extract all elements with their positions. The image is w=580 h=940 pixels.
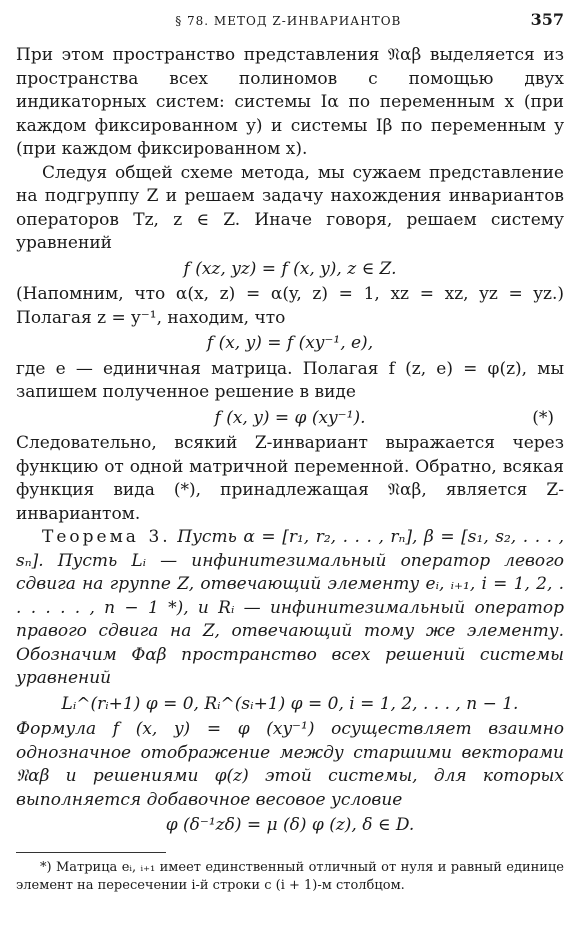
theorem-3: [16, 526, 564, 691]
running-header: [16, 10, 564, 44]
equation-3: f (x, y) = φ (xy⁻¹).: [214, 407, 366, 428]
equation-4: Lᵢ^(rᵢ+1) φ = 0, Rᵢ^(sᵢ+1) φ = 0, i = 1, 2, . . . , n − 1.: [61, 693, 519, 714]
paragraph-3: (Напомним, что α(x, z) = α(y, z) = 1, xz = xz, yz = yz.) Полагая z = y⁻¹, находим, что: [16, 284, 564, 328]
footnote: *) Матрица eᵢ, ᵢ₊₁ имеет единственный отличный от нуля и равный единице элемент на пересечении i-й строки с (i + 1)-м столбцом.: [16, 859, 564, 893]
equation-1: f (xz, yz) = f (x, y), z ∈ Z.: [183, 258, 397, 279]
page-number: 357: [530, 10, 564, 29]
equation-5: φ (δ⁻¹zδ) = μ (δ) φ (z), δ ∈ D.: [165, 815, 415, 835]
section-title: § 78. МЕТОД Z-ИНВАРИАНТОВ: [175, 14, 402, 28]
paragraph-6: Формула f (x, y) = φ (xy⁻¹) осуществляет взаимно однозначное отображение между старшими векторами 𝔑αβ и решениями φ(z) этой системы, для которых выполняется добавочное весовое условие: [16, 719, 564, 810]
paragraph-5: Следовательно, всякий Z-инвариант выражается через функцию от одной матричной переменной. Обратно, всякая функция вида (*), принадлежащая 𝔑αβ, является Z-инвариантом.: [16, 433, 564, 524]
theorem-text: Пусть α = [r₁, r₂, . . . , rₙ], β = [s₁, s₂, . . . , sₙ]. Пусть Lᵢ — инфинитезимальный оператор левого сдвига на группе Z, отвечающий элементу eᵢ, ᵢ₊₁, i = 1, 2, . . . . . . , n − 1 *), и Rᵢ — инфинитезимальный оператор правого сдвига на Z, отвечающий тому же элементу. Обозначим Φαβ пространство всех решений системы уравнений: [16, 527, 564, 688]
footnote-rule: [16, 852, 166, 853]
paragraph-4: где e — единичная матрица. Полагая f (z, e) = φ(z), мы запишем полученное решение в виде: [16, 358, 564, 402]
paragraph-2: Следуя общей схеме метода, мы сужаем представление на подгруппу Z и решаем задачу нахождения инвариантов операторов Tz, z ∈ Z. Иначе говоря, решаем систему уравнений: [16, 162, 564, 253]
paragraph-1: При этом пространство представления 𝔑αβ выделяется из пространства всех полиномов с помощью двух индикаторных систем: системы Iα по переменным x (при каждом фиксированном y) и системы Iβ по переменным y (при каждом фиксированном x).: [16, 45, 564, 159]
equation-3-tag: (*): [532, 407, 554, 428]
theorem-label: Теорема 3.: [42, 527, 171, 547]
equation-2: f (x, y) = f (xy⁻¹, e),: [206, 333, 374, 353]
equation-3-row: [16, 407, 564, 431]
